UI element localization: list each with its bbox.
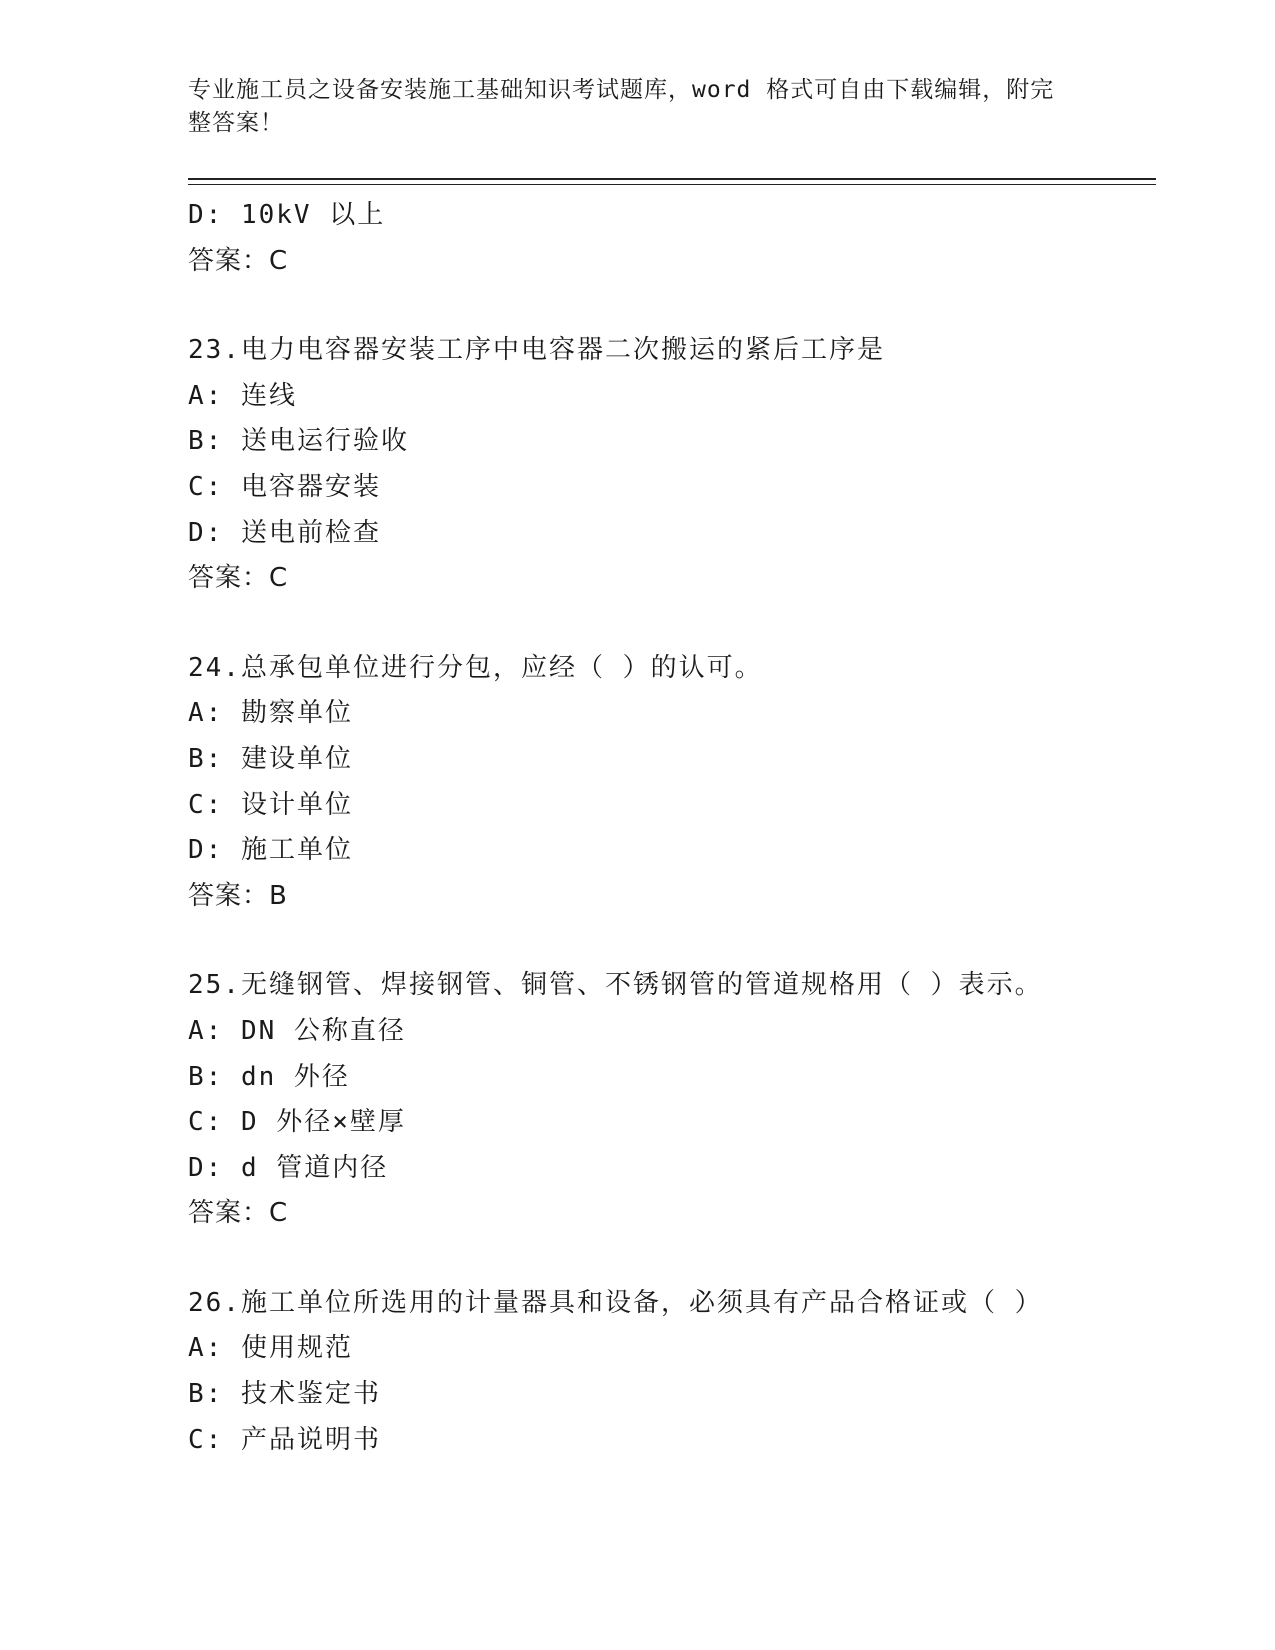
option-a: A: 连线 (188, 380, 297, 411)
option-c: C: 产品说明书 (188, 1424, 381, 1455)
option-c: C: 电容器安装 (188, 471, 381, 502)
option-a: A: 勘察单位 (188, 698, 353, 729)
spacer (188, 284, 1158, 328)
question-23 (188, 328, 1158, 602)
question-26 (188, 1281, 1158, 1463)
spacer (188, 602, 1158, 646)
header-divider-thick (188, 178, 1156, 180)
answer: 答案：C (188, 563, 289, 594)
option-d: D: 送电前检查 (188, 517, 381, 548)
document-header (188, 74, 1088, 140)
spacer (188, 919, 1158, 963)
option-a: A: DN 公称直径 (188, 1015, 406, 1046)
option-b: B: 技术鉴定书 (188, 1379, 381, 1410)
question-text: 26.施工单位所选用的计量器具和设备，必须具有产品合格证或（ ） (188, 1287, 1043, 1318)
option-b: B: 建设单位 (188, 743, 353, 774)
question-25 (188, 963, 1158, 1237)
option-d: D: d 管道内径 (188, 1152, 389, 1183)
question-24 (188, 646, 1158, 920)
answer: 答案：C (188, 245, 289, 276)
spacer (188, 1237, 1158, 1281)
option-b: B: 送电运行验收 (188, 426, 409, 457)
answer: 答案：B (188, 880, 288, 911)
option-c: C: D 外径×壁厚 (188, 1107, 406, 1138)
header-line-1: 专业施工员之设备安装施工基础知识考试题库，word 格式可自由下载编辑，附完 (188, 77, 1055, 103)
question-text: 25.无缝钢管、焊接钢管、铜管、不锈钢管的管道规格用（ ）表示。 (188, 970, 1043, 1001)
option-d: D: 10kV 以上 (188, 200, 386, 230)
question-list (188, 193, 1158, 1463)
question-text: 24.总承包单位进行分包，应经（ ）的认可。 (188, 652, 763, 683)
answer: 答案：C (188, 1198, 289, 1229)
option-b: B: dn 外径 (188, 1061, 350, 1092)
option-a: A: 使用规范 (188, 1333, 353, 1364)
question-text: 23.电力电容器安装工序中电容器二次搬运的紧后工序是 (188, 335, 885, 366)
option-c: C: 设计单位 (188, 789, 353, 820)
option-d: D: 施工单位 (188, 835, 353, 866)
header-divider-thin (188, 184, 1156, 185)
header-line-2: 整答案！ (188, 110, 284, 136)
question-22-tail (188, 193, 1158, 284)
